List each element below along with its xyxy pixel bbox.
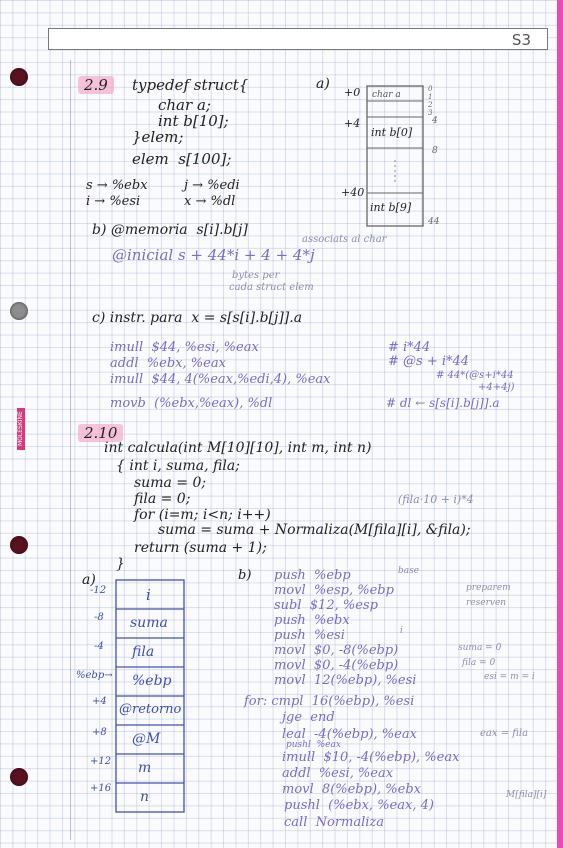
code-line: { int i, suma, fila; — [116, 458, 240, 474]
asm-line: addl %ebx, %eax — [110, 356, 226, 371]
register-map: s → %ebx — [86, 178, 148, 193]
stack-cell: %ebp — [132, 673, 172, 689]
byte-index: 1 — [428, 93, 433, 101]
code-line: elem s[100]; — [132, 150, 232, 168]
byte-index: 44 — [428, 217, 440, 227]
stack-cell: @retorno — [119, 702, 182, 717]
section-number: 2.10 — [78, 424, 123, 442]
code-line: int b[10]; — [158, 112, 229, 130]
stack-cell: suma — [130, 615, 168, 631]
part-b-label: b) — [238, 568, 252, 583]
asm-comment: +4+4j) — [478, 382, 515, 393]
asm-line: movl 12(%ebp), %esi — [274, 673, 417, 688]
stack-offset: +4 — [92, 696, 107, 707]
asm-comment: fila = 0 — [462, 658, 496, 668]
code-line: for (i=m; i<n; i++) — [134, 507, 271, 523]
stack-cell: n — [140, 789, 150, 805]
code-line: suma = 0; — [134, 475, 207, 491]
asm-comment: eax = fila — [480, 728, 529, 739]
code-line: int calcula(int M[10][10], int m, int n) — [104, 440, 372, 456]
asm-comment: # dl ← s[s[i].b[j]].a — [386, 396, 500, 410]
address-formula: @inicial s + 44*i + 4 + 4*j — [112, 246, 315, 264]
code-line: }elem; — [132, 128, 184, 146]
asm-line: movl 8(%ebp), %ebx — [282, 782, 421, 797]
part-c-label: c) instr. para x = s[s[i].b[j]].a — [92, 310, 303, 326]
asm-line: push %ebp — [274, 568, 351, 583]
stack-offset: %ebp→ — [76, 670, 113, 681]
offset-label: +40 — [341, 186, 365, 199]
stack-offset: -12 — [90, 585, 107, 596]
stack-offset: -8 — [94, 612, 104, 623]
page-number: S3 — [511, 31, 531, 49]
asm-line: leal -4(%ebp), %eax — [282, 727, 417, 742]
asm-comment: M[fila][i] — [506, 790, 547, 800]
byte-index: 3 — [428, 109, 433, 117]
stack-cell: m — [138, 760, 152, 776]
part-b-label: b) @memoria s[i].b[j] — [92, 222, 248, 238]
brand-tab: MOLESKINE — [17, 408, 25, 450]
asm-comment: i — [400, 626, 403, 636]
register-map: x → %dl — [184, 194, 236, 209]
asm-comment: esi = m = i — [484, 672, 535, 682]
asm-line: addl %esi, %eax — [282, 766, 394, 781]
stack-cell: @M — [132, 731, 161, 747]
code-line: suma = suma + Normaliza(M[fila][i], &fila); — [158, 522, 471, 538]
asm-line: movl $0, -4(%ebp) — [274, 658, 399, 673]
stack-offset: +12 — [90, 756, 112, 767]
asm-line: for: cmpl 16(%ebp), %esi — [244, 694, 415, 709]
asm-comment: # @s + i*44 — [388, 354, 470, 369]
mem-cell: char a — [372, 90, 401, 100]
offset-label: +0 — [344, 86, 361, 99]
section-number: 2.9 — [78, 76, 114, 94]
byte-index: 2 — [428, 101, 433, 109]
register-map: j → %edi — [184, 178, 240, 193]
register-map: i → %esi — [86, 194, 141, 209]
code-line: char a; — [158, 96, 211, 114]
offset-label: +4 — [344, 117, 361, 130]
byte-index: 4 — [432, 116, 438, 126]
code-line: fila = 0; — [134, 491, 191, 507]
byte-index: 8 — [432, 146, 438, 156]
asm-line: imull $10, -4(%ebp), %eax — [282, 750, 460, 765]
part-label: a) — [82, 572, 96, 588]
asm-comment: base — [398, 566, 420, 576]
asm-line: pushl %eax — [286, 740, 341, 750]
asm-line: jge end — [282, 710, 335, 725]
asm-line: pushl (%ebx, %eax, 4) — [284, 798, 434, 813]
asm-line: imull $44, 4(%eax,%edi,4), %eax — [110, 372, 331, 387]
asm-comment: reserven — [466, 598, 507, 608]
mem-cell: int b[0] — [371, 126, 413, 139]
annotation: (fila·10 + i)*4 — [398, 493, 474, 506]
stack-cell: i — [146, 586, 151, 604]
code-line: } — [116, 556, 125, 572]
stack-offset: +16 — [90, 783, 112, 794]
part-label: a) — [316, 76, 330, 92]
byte-index: 0 — [428, 85, 433, 93]
asm-line: movb (%ebx,%eax), %dl — [110, 396, 273, 411]
asm-line: movl %esp, %ebp — [274, 583, 394, 598]
asm-line: imull $44, %esi, %eax — [110, 340, 259, 355]
asm-line: push %esi — [274, 628, 345, 643]
mem-cell: int b[9] — [370, 201, 412, 214]
asm-comment: # 44*(@s+i*44 — [436, 370, 514, 381]
asm-line: call Normaliza — [284, 815, 385, 830]
asm-comment: suma = 0 — [458, 643, 502, 653]
annotation: bytes per — [232, 270, 280, 281]
asm-line: push %ebx — [274, 613, 350, 628]
stack-offset: -4 — [94, 641, 104, 652]
stack-offset: +8 — [92, 727, 107, 738]
asm-comment: # i*44 — [388, 340, 431, 355]
stack-cell: fila — [132, 644, 155, 660]
asm-line: movl $0, -8(%ebp) — [274, 643, 399, 658]
annotation: cada struct elem — [229, 282, 314, 293]
code-line: typedef struct{ — [132, 76, 249, 94]
annotation: associats al char — [302, 234, 387, 245]
code-line: return (suma + 1); — [134, 540, 267, 556]
asm-comment: preparem — [466, 583, 511, 593]
asm-line: subl $12, %esp — [274, 598, 378, 613]
